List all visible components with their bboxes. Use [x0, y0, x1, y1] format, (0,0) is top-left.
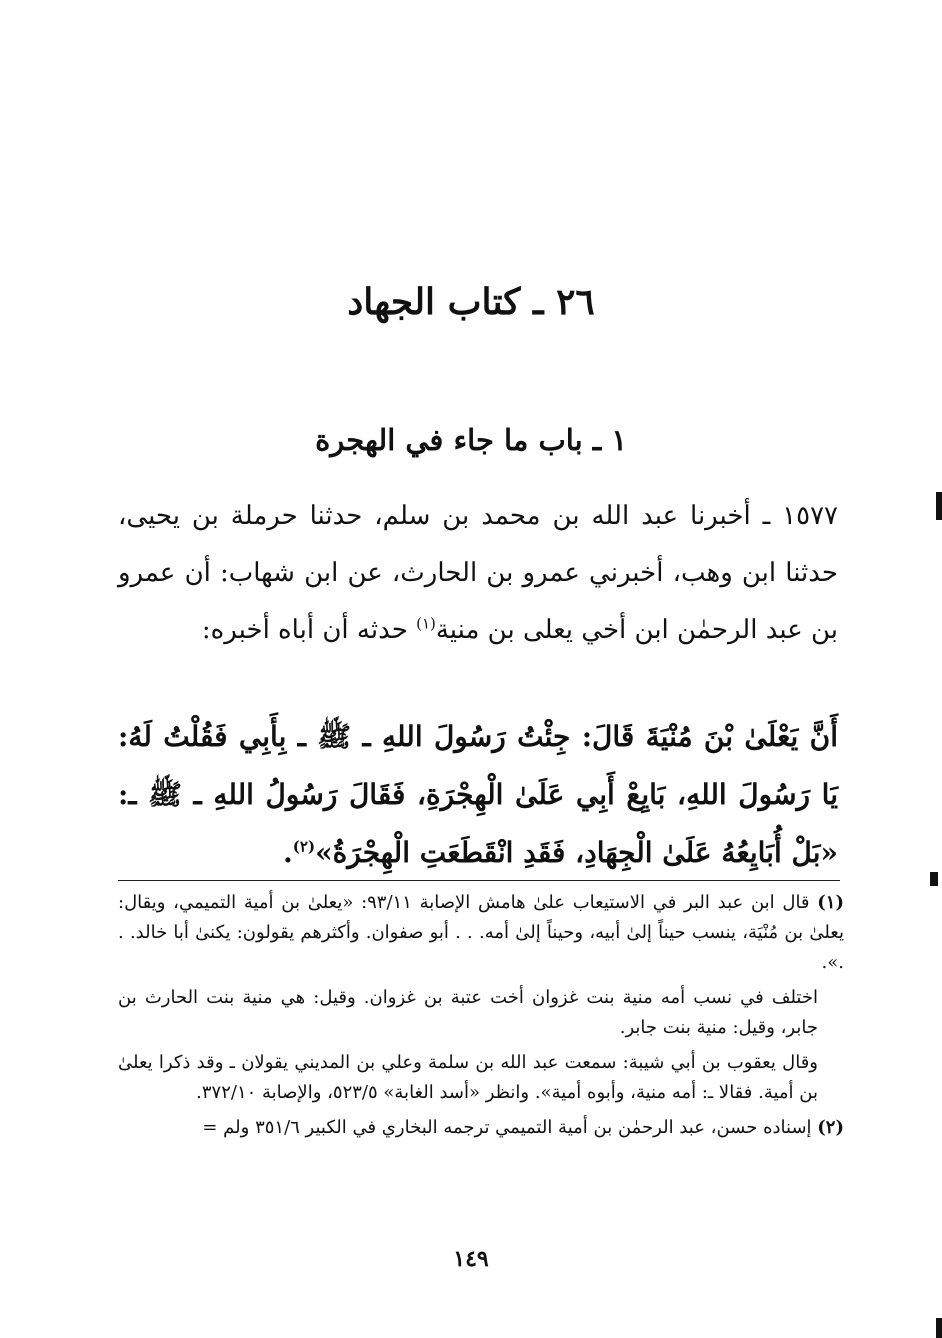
hadith-isnad — [118, 488, 838, 659]
scan-edge-mark — [936, 1318, 942, 1338]
isnad-text: ١٥٧٧ ـ أخبرنا عبد الله بن محمد بن سلم، حدثنا حرملة بن يحيى، حدثنا ابن وهب، أخبرني عمرو بن الحارث، عن ابن شهاب: أن عمرو بن عبد الرحمٰن ابن أخي يعلى بن منية — [118, 501, 838, 645]
section-title: ١ ـ باب ما جاء في الهجرة — [315, 423, 627, 457]
footnote-1-paragraph-3: وقال يعقوب بن أبي شيبة: سمعت عبد الله بن سلمة وعلي بن المديني يقولان ـ وقد ذكرا يعلىٰ بن أمية. فقالا ـ: أمه منية، وأبوه أمية». وانظر «أسد الغابة» ٥٢٣/٥، والإصابة ٣٧٢/١٠. — [118, 1052, 818, 1103]
footnote-1-text: قال ابن عبد البر في الاستيعاب علىٰ هامش الإصابة ٩٣/١١: «يعلىٰ بن أمية التميمي، ويقال: يعلىٰ بن مُنْيَة، ينسب حيناً إلىٰ أبيه، وحيناً إلىٰ أمه. . . أبو صفوان. وأكثرهم يقولون: يكنىٰ أبا خالد. . .». — [118, 892, 844, 973]
footnote-1-number: (١) — [817, 892, 844, 913]
footnote-2 — [118, 1113, 844, 1143]
hadith-matn — [118, 708, 838, 882]
footnotes — [118, 888, 844, 1148]
scan-edge-mark — [936, 492, 942, 520]
footnote-divider — [118, 880, 840, 881]
chapter-title: ٢٦ ـ كتاب الجهاد — [347, 281, 595, 323]
isnad-text-end: حدثه أن أباه أخبره: — [201, 615, 417, 645]
footnote-ref-1[interactable]: (١) — [416, 614, 436, 633]
footnote-ref-2[interactable]: (٢) — [292, 837, 316, 856]
footnote-1-paragraph-2: اختلف في نسب أمه منية بنت غزوان أخت عتبة بن غزوان. وقيل: هي منية بنت الحارث بن جابر، وقيل: منية بنت جابر. — [118, 987, 818, 1038]
page-number: ١٤٩ — [453, 1246, 489, 1272]
matn-end: . — [283, 836, 293, 869]
matn-text: أَنَّ يَعْلَىٰ بْنَ مُنْيَةَ قَالَ: جِئْتُ رَسُولَ اللهِ ـ ﷺ ـ بِأَبِي فَقُلْتُ لَهُ: يَا رَسُولَ اللهِ، بَايِعْ أَبِي عَلَىٰ الْهِجْرَةِ، فَقَالَ رَسُولُ اللهِ ـ ﷺ ـ: «بَلْ أُبَايِعُهُ عَلَىٰ الْجِهَادِ، فَقَدِ انْقَطَعَتِ الْهِجْرَةُ» — [118, 720, 838, 869]
scan-edge-mark — [930, 872, 938, 886]
footnote-2-number: (٢) — [817, 1117, 844, 1138]
footnote-1 — [118, 888, 844, 978]
footnote-2-text: إسناده حسن، عبد الرحمٰن بن أمية التميمي ترجمه البخاري في الكبير ٣٥١/٦ ولم = — [202, 1117, 812, 1138]
